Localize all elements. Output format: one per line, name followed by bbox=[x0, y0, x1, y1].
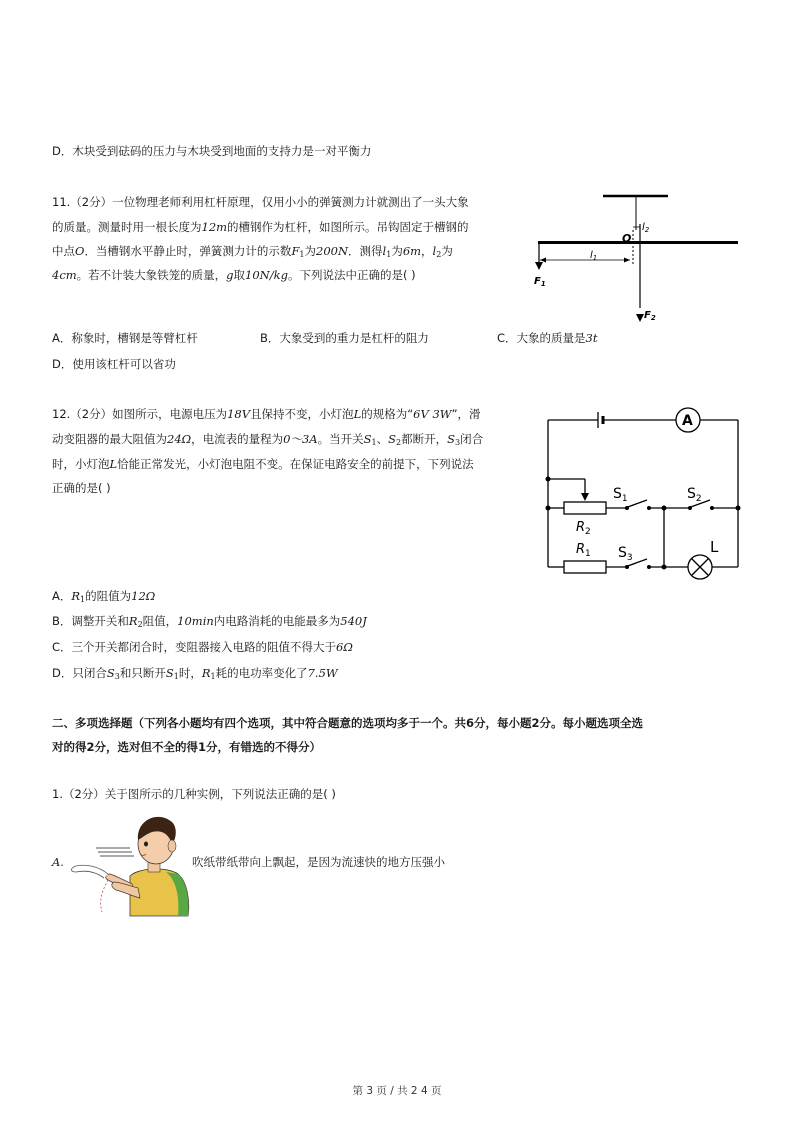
q11-option-a: A．称象时，槽钢是等臂杠杆 bbox=[52, 331, 198, 345]
q12-stem-line1: 12.（2分）如图所示，电源电压为18V且保持不变，小灯泡L的规格为“6V 3W”，滑 bbox=[52, 407, 481, 421]
mq1-option-a-text: 吹纸带纸带向上飘起，是因为流速快的地方压强小 bbox=[192, 855, 445, 869]
r2-label: $R_2$ bbox=[576, 520, 591, 537]
q11-option-c: C．大象的质量是3t bbox=[497, 331, 598, 345]
q11-lever-figure bbox=[530, 190, 745, 325]
q12-option-c: C．三个开关都闭合时，变阻器接入电路的阻值不得大于6Ω bbox=[52, 640, 353, 654]
s3-label: $S_3$ bbox=[618, 545, 633, 563]
q11-stem-line2: 的质量。测量时用一根长度为12m的槽钢作为杠杆，如图所示。吊钩固定于槽钢的 bbox=[52, 220, 469, 234]
r1-resistor bbox=[564, 561, 606, 573]
s2-label: $S_2$ bbox=[687, 486, 702, 504]
q11-stem-line3: 中点O．当槽钢水平静止时，弹簧测力计的示数$F_1$为200N．测得$l_1$为6m，$l_2$为 bbox=[52, 244, 453, 259]
section2-heading-line2: 对的得2分，选对但不全的得1分，有错选的不得分） bbox=[52, 740, 322, 754]
s1-label: $S_1$ bbox=[613, 486, 628, 504]
q12-option-d: D．只闭合$S_3$和只断开$S_1$时，$R_1$耗的电功率变化了7.5W bbox=[52, 666, 338, 681]
q11-option-d: D．使用该杠杆可以省功 bbox=[52, 357, 176, 371]
q12-stem-line2: 动变阻器的最大阻值为24Ω，电流表的量程为0～3A。当开关$S_1$、$S_2$都断开，$S_3$闭合 bbox=[52, 432, 484, 447]
mq1-option-a-label: A. bbox=[52, 855, 64, 869]
q11-stem-line4: 4cm。若不计装大象铁笼的质量，g取10N/kg。下列说法中正确的是( ) bbox=[52, 268, 416, 282]
q11-stem-line1: 11.（2分）一位物理老师利用杠杆原理，仅用小小的弹簧测力计就测出了一头大象 bbox=[52, 195, 469, 209]
q10-option-d: D．木块受到砝码的压力与木块受到地面的支持力是一对平衡力 bbox=[52, 144, 372, 158]
q12-option-a: A．$R_1$的阻值为12Ω bbox=[52, 589, 156, 604]
r2-resistor bbox=[564, 502, 606, 514]
q11-fig-label-o: O bbox=[622, 232, 632, 245]
q11-option-b: B．大象受到的重力是杠杆的阻力 bbox=[260, 331, 429, 345]
q11-fig-label-l1: $l_1$ bbox=[590, 250, 598, 262]
page-footer: 第 3 页 / 共 2 4 页 bbox=[352, 1085, 442, 1097]
q12-circuit-figure bbox=[540, 400, 745, 585]
q12-stem-line4: 正确的是( ) bbox=[52, 481, 111, 495]
q12-stem-line3: 时，小灯泡L恰能正常发光，小灯泡电阻不变。在保证电路安全的前提下，下列说法 bbox=[52, 457, 474, 471]
q11-fig-label-f1: $F_1$ bbox=[534, 276, 546, 288]
lamp-label: L bbox=[710, 538, 719, 556]
boy-blowing-paper-illustration bbox=[68, 808, 193, 918]
q12-option-b: B．调整开关和$R_2$阻值，10min内电路消耗的电能最多为540J bbox=[52, 614, 367, 629]
r1-label: $R_1$ bbox=[576, 542, 591, 559]
ammeter-label: A bbox=[682, 413, 693, 429]
mq1-stem: 1.（2分）关于图所示的几种实例，下列说法正确的是( ) bbox=[52, 787, 336, 801]
section2-heading-line1: 二、多项选择题（下列各小题均有四个选项，其中符合题意的选项均多于一个。共6分，每小题2分。每小题选项全选 bbox=[52, 716, 643, 730]
q11-fig-label-l2: $l_2$ bbox=[642, 222, 650, 234]
q11-fig-label-f2: $F_2$ bbox=[644, 310, 656, 322]
